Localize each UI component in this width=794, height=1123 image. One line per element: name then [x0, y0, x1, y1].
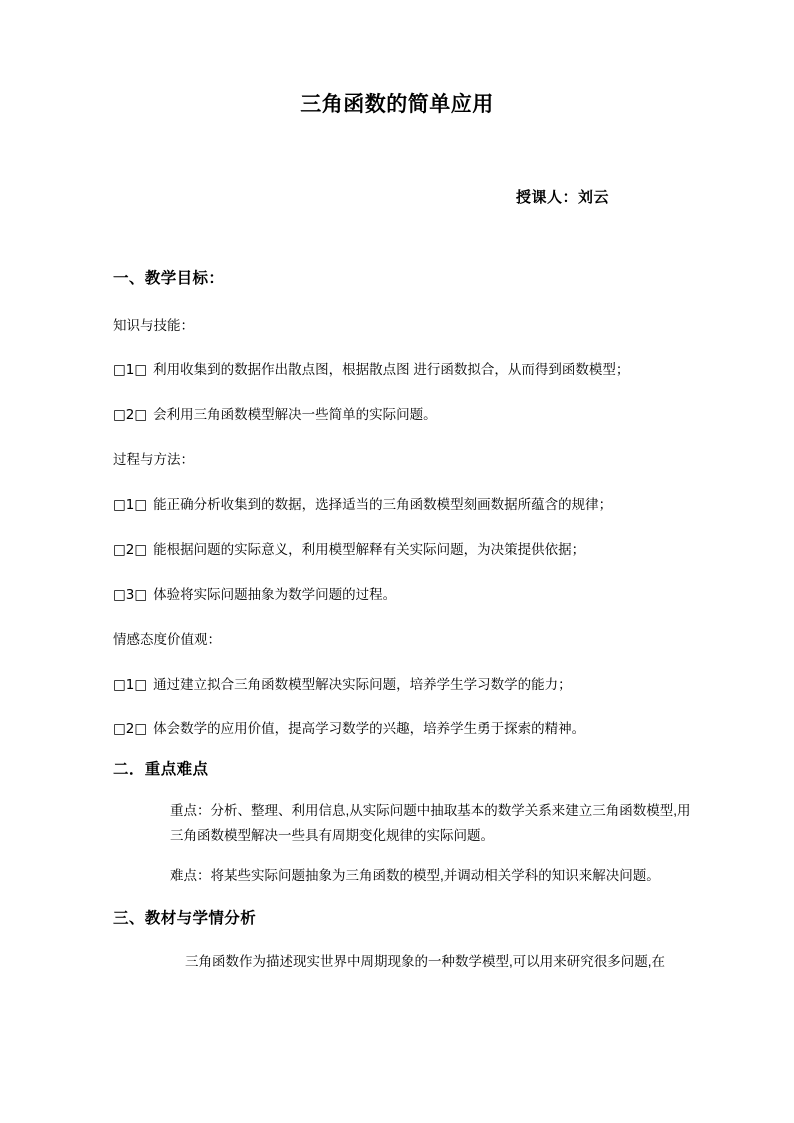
- item-text: 利用收集到的数据作出散点图，根据散点图 进行函数拟合，从而得到函数模型；: [153, 362, 630, 378]
- key-point-label: 重点：: [170, 802, 211, 818]
- sub-label-knowledge: 知识与技能：: [113, 317, 194, 333]
- goal-item: [0, 559, 794, 604]
- item-marker: □2□: [113, 721, 148, 738]
- goal-item: [0, 469, 794, 514]
- section-heading-focus: 二．重点难点: [113, 761, 209, 779]
- item-text: 通过建立拟合三角函数模型解决实际问题，培养学生学习数学的能力；: [153, 676, 572, 692]
- item-text: 体会数学的应用价值，提高学习数学的兴趣，培养学生勇于探索的精神。: [153, 721, 586, 737]
- item-marker: □2□: [113, 407, 148, 424]
- item-marker: □2□: [113, 541, 148, 558]
- item-text: 能正确分析收集到的数据，选择适当的三角函数模型刻画数据所蕴含的规律；: [153, 497, 613, 513]
- item-text: 体验将实际问题抽象为数学问题的过程。: [153, 586, 397, 602]
- key-point-block: [0, 780, 794, 849]
- item-marker: □1□: [113, 676, 148, 693]
- item-text: 会利用三角函数模型解决一些简单的实际问题。: [153, 407, 437, 423]
- presenter-line: 授课人：刘云: [515, 189, 609, 207]
- textbook-paragraph: 三角函数作为描述现实世界中周期现象的一种数学模型,可以用来研究很多问题,在: [185, 953, 666, 969]
- section-heading-goals: 一、教学目标：: [113, 270, 225, 288]
- goal-item: [0, 649, 794, 694]
- page-title: 三角函数的简单应用: [300, 92, 494, 116]
- difficult-point-block: [0, 849, 794, 889]
- difficult-point-text: 将某些实际问题抽象为三角函数的模型,并调动相关学科的知识来解决问题。: [210, 867, 660, 883]
- item-marker: □1□: [113, 362, 148, 379]
- item-marker: □1□: [113, 497, 148, 514]
- goal-item: [0, 334, 794, 379]
- sub-label-attitude: 情感态度价值观：: [113, 631, 221, 647]
- sub-label-process: 过程与方法：: [113, 452, 194, 468]
- section-heading-textbook: 三、教材与学情分析: [113, 909, 257, 927]
- goal-item: [0, 693, 794, 738]
- item-marker: □3□: [113, 586, 148, 603]
- difficult-point-label: 难点：: [170, 867, 211, 883]
- goal-item: [0, 514, 794, 559]
- key-point-text: 分析、整理、利用信息,从实际问题中抽取基本的数学关系来建立三角函数模型,用三角函数模型解决一些具有周期变化规律的实际问题。: [170, 802, 691, 844]
- item-text: 能根据问题的实际意义，利用模型解释有关实际问题，为决策提供依据；: [153, 541, 586, 557]
- goal-item: [0, 379, 794, 424]
